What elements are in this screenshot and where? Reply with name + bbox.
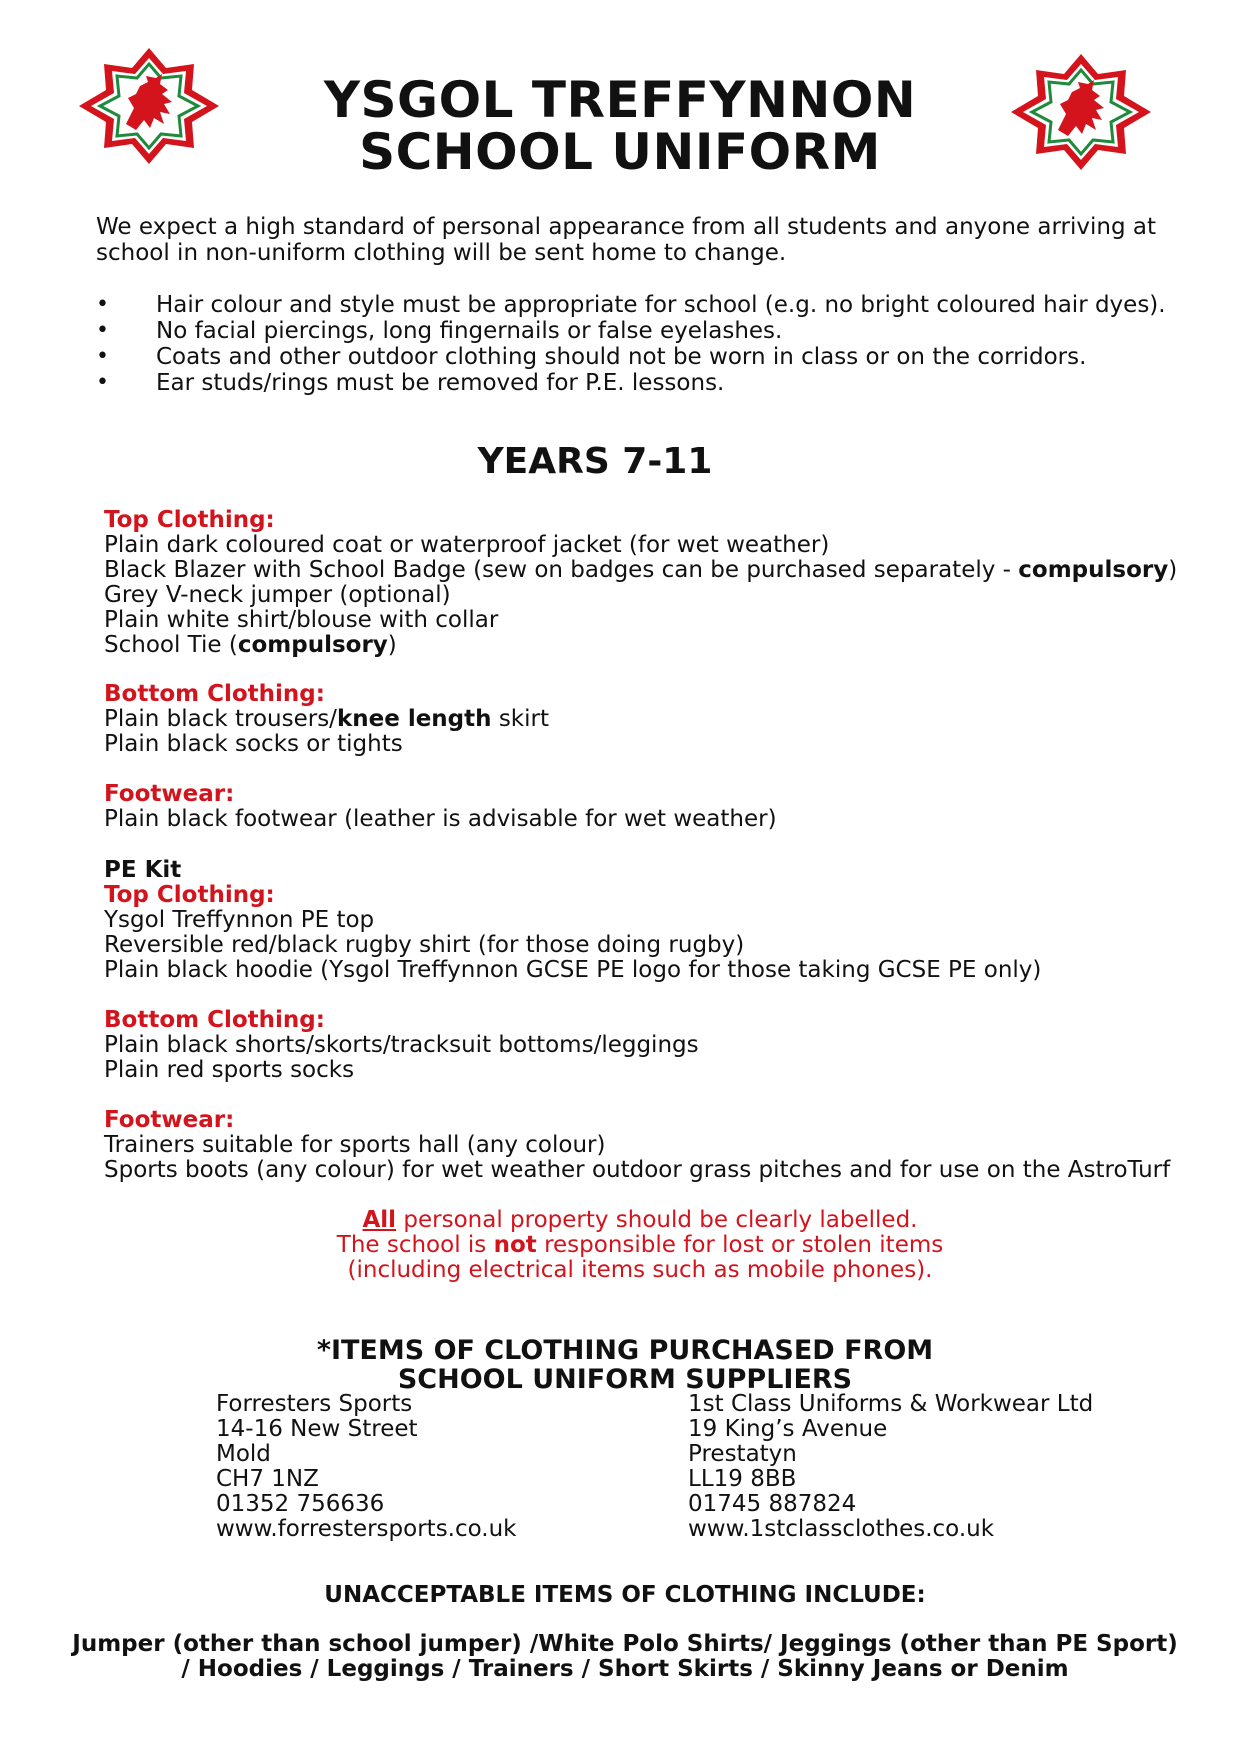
list-item: Black Blazer with School Badge (sew on badges can be purchased separately - compulsory) (104, 557, 1178, 583)
list-item: Sports boots (any colour) for wet weather outdoor grass pitches and for use on the AstroTurf (104, 1157, 1171, 1183)
supplier-town: Mold (216, 1441, 271, 1467)
rules-list (96, 292, 1196, 396)
supplier-street: 14-16 New Street (216, 1416, 418, 1442)
supplier-phone: 01745 887824 (688, 1491, 857, 1517)
list-item: Plain white shirt/blouse with collar (104, 607, 499, 633)
unacceptable-items (70, 1632, 1180, 1682)
supplier-website: www.1stclassclothes.co.uk (688, 1516, 995, 1542)
supplier-address-left (216, 1392, 517, 1542)
list-item: Plain red sports socks (104, 1057, 355, 1083)
section-heading: Footwear: (104, 781, 235, 807)
rule-item: • Ear studs/rings must be removed for P.E. lessons. (96, 370, 1196, 396)
pe-bottom-section (104, 1008, 1204, 1083)
supplier-name: Forresters Sports (216, 1391, 413, 1417)
title-line-2: SCHOOL UNIFORM (359, 123, 881, 181)
supplier-town: Prestatyn (688, 1441, 797, 1467)
school-crest-logo-left (74, 46, 224, 166)
property-notice (0, 1208, 1240, 1283)
supplier-postcode: CH7 1NZ (216, 1466, 319, 1492)
uniform-footwear-section (104, 782, 1204, 832)
uniform-bottom-section (104, 682, 1204, 757)
list-item: Plain black shorts/skorts/tracksuit bottoms/leggings (104, 1032, 699, 1058)
unacceptable-line-2: / Hoodies / Leggings / Trainers / Short Skirts / Skinny Jeans or Denim (181, 1656, 1069, 1682)
uniform-top-section (104, 508, 1204, 658)
list-item: Plain black socks or tights (104, 731, 403, 757)
pe-footwear-section (104, 1108, 1204, 1183)
supplier-address-right (688, 1392, 1093, 1542)
rule-item: • No facial piercings, long fingernails or false eyelashes. (96, 318, 1196, 344)
section-heading: Footwear: (104, 1107, 235, 1133)
supplier-name: 1st Class Uniforms & Workwear Ltd (688, 1391, 1094, 1417)
unacceptable-line-1: Jumper (other than school jumper) /White Polo Shirts/ Jeggings (other than PE Sport) (72, 1631, 1178, 1657)
pe-kit-heading: PE Kit (104, 857, 182, 883)
suppliers-heading (0, 1336, 1240, 1394)
notice-line-3: (including electrical items such as mobile phones). (347, 1257, 933, 1283)
school-crest-logo-right (1006, 52, 1156, 172)
list-item: Trainers suitable for sports hall (any colour) (104, 1132, 606, 1158)
rule-item: • Coats and other outdoor clothing should not be worn in class or on the corridors. (96, 344, 1196, 370)
list-item: Grey V-neck jumper (optional) (104, 582, 451, 608)
rule-item: • Hair colour and style must be appropriate for school (e.g. no bright coloured hair dyes). (96, 292, 1196, 318)
list-item: Plain black hoodie (Ysgol Treffynnon GCSE PE logo for those taking GCSE PE only) (104, 957, 1042, 983)
list-item: Ysgol Treffynnon PE top (104, 907, 375, 933)
section-heading: Top Clothing: (104, 507, 275, 533)
list-item: Plain dark coloured coat or waterproof jacket (for wet weather) (104, 532, 830, 558)
list-item: Plain black trousers/knee length skirt (104, 706, 549, 732)
unacceptable-heading: UNACCEPTABLE ITEMS OF CLOTHING INCLUDE: (324, 1582, 926, 1608)
suppliers-heading-line-2: SCHOOL UNIFORM SUPPLIERS (397, 1364, 853, 1395)
suppliers-heading-line-1: *ITEMS OF CLOTHING PURCHASED FROM (316, 1335, 934, 1366)
intro-paragraph: We expect a high standard of personal appearance from all students and anyone arriving at school in non-uniform clothing will be sent home to change. (96, 214, 1156, 266)
section-heading: Bottom Clothing: (104, 681, 325, 707)
section-heading: Top Clothing: (104, 882, 275, 908)
list-item: School Tie (compulsory) (104, 632, 397, 658)
list-item: Plain black footwear (leather is advisable for wet weather) (104, 806, 777, 832)
supplier-phone: 01352 756636 (216, 1491, 385, 1517)
supplier-postcode: LL19 8BB (688, 1466, 797, 1492)
list-item: Reversible red/black rugby shirt (for those doing rugby) (104, 932, 745, 958)
notice-line-2: The school is not responsible for lost or stolen items (336, 1232, 944, 1258)
section-heading: Bottom Clothing: (104, 1007, 325, 1033)
title-line-1: YSGOL TREFFYNNON (323, 71, 917, 129)
supplier-street: 19 King’s Avenue (688, 1416, 888, 1442)
supplier-website: www.forrestersports.co.uk (216, 1516, 517, 1542)
page-title (300, 71, 940, 181)
pe-kit-section (104, 858, 1204, 983)
years-heading: YEARS 7-11 (477, 441, 713, 482)
notice-line-1: All personal property should be clearly labelled. (362, 1207, 918, 1233)
